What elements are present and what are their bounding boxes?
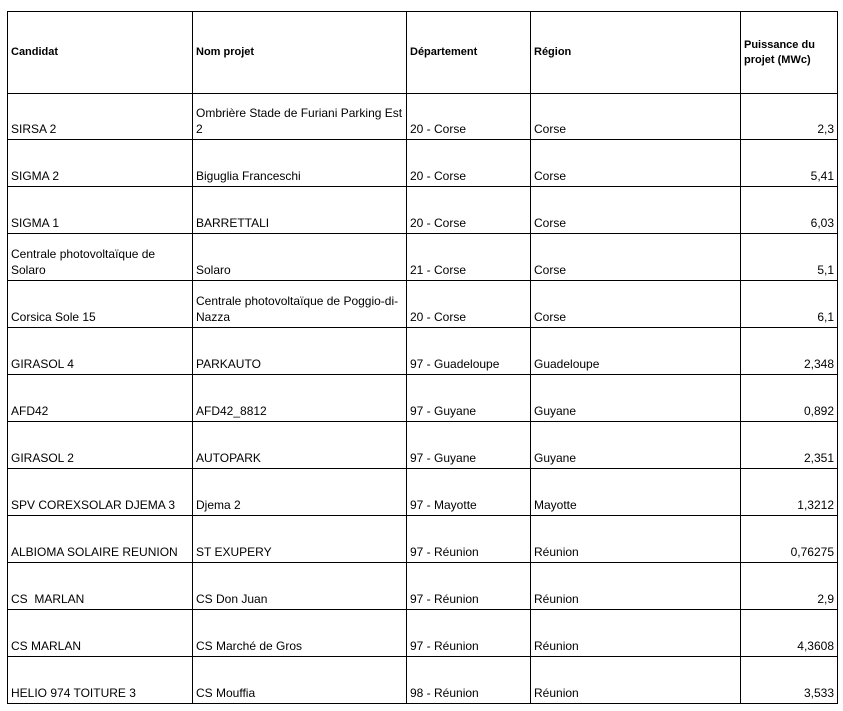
cell-nom-projet: AUTOPARK [193, 422, 407, 469]
cell-region: Guyane [531, 375, 741, 422]
cell-puissance: 1,3212 [741, 469, 838, 516]
cell-puissance: 4,3608 [741, 610, 838, 657]
cell-region: Guadeloupe [531, 328, 741, 375]
table-row [8, 140, 838, 187]
cell-region: Corse [531, 94, 741, 140]
cell-departement: 20 - Corse [407, 140, 531, 187]
header-candidat: Candidat [8, 12, 193, 94]
header-row [8, 12, 838, 94]
table-row [8, 375, 838, 422]
cell-candidat: CS MARLAN [8, 610, 193, 657]
cell-nom-projet: CS Mouffia [193, 657, 407, 704]
table-row [8, 94, 838, 140]
cell-candidat: GIRASOL 4 [8, 328, 193, 375]
cell-departement: 20 - Corse [407, 187, 531, 234]
cell-candidat: GIRASOL 2 [8, 422, 193, 469]
cell-puissance: 6,03 [741, 187, 838, 234]
cell-candidat: HELIO 974 TOITURE 3 [8, 657, 193, 704]
cell-departement: 98 - Réunion [407, 657, 531, 704]
cell-nom-projet: BARRETTALI [193, 187, 407, 234]
cell-departement: 97 - Mayotte [407, 469, 531, 516]
cell-puissance: 5,41 [741, 140, 838, 187]
cell-nom-projet: PARKAUTO [193, 328, 407, 375]
cell-nom-projet: ST EXUPERY [193, 516, 407, 563]
cell-nom-projet: AFD42_8812 [193, 375, 407, 422]
cell-puissance: 5,1 [741, 234, 838, 281]
cell-departement: 97 - Réunion [407, 610, 531, 657]
cell-puissance: 6,1 [741, 281, 838, 328]
cell-region: Guyane [531, 422, 741, 469]
cell-candidat: AFD42 [8, 375, 193, 422]
table-row [8, 328, 838, 375]
header-departement: Département [407, 12, 531, 94]
cell-nom-projet: Centrale photovoltaïque de Poggio-di-Nazza [193, 281, 407, 328]
table-row [8, 657, 838, 704]
cell-region: Corse [531, 234, 741, 281]
table-row [8, 516, 838, 563]
cell-nom-projet: CS Don Juan [193, 563, 407, 610]
cell-region: Mayotte [531, 469, 741, 516]
cell-nom-projet: CS Marché de Gros [193, 610, 407, 657]
cell-departement: 20 - Corse [407, 94, 531, 140]
projects-table [7, 11, 838, 704]
cell-nom-projet: Solaro [193, 234, 407, 281]
cell-region: Corse [531, 187, 741, 234]
cell-puissance: 0,892 [741, 375, 838, 422]
cell-candidat: SPV COREXSOLAR DJEMA 3 [8, 469, 193, 516]
cell-region: Réunion [531, 516, 741, 563]
table-row [8, 610, 838, 657]
header-region: Région [531, 12, 741, 94]
cell-puissance: 2,9 [741, 563, 838, 610]
cell-region: Réunion [531, 563, 741, 610]
cell-region: Réunion [531, 657, 741, 704]
cell-puissance: 2,351 [741, 422, 838, 469]
table-row [8, 281, 838, 328]
cell-region: Corse [531, 140, 741, 187]
cell-candidat: Centrale photovoltaïque de Solaro [8, 234, 193, 281]
header-puissance: Puissance du projet (MWc) [741, 12, 838, 94]
cell-departement: 97 - Réunion [407, 563, 531, 610]
cell-departement: 20 - Corse [407, 281, 531, 328]
header-nom-projet: Nom projet [193, 12, 407, 94]
cell-departement: 97 - Guadeloupe [407, 328, 531, 375]
cell-departement: 21 - Corse [407, 234, 531, 281]
cell-candidat: CS MARLAN [8, 563, 193, 610]
cell-region: Corse [531, 281, 741, 328]
cell-puissance: 0,76275 [741, 516, 838, 563]
table-row [8, 187, 838, 234]
table-row [8, 422, 838, 469]
cell-puissance: 3,533 [741, 657, 838, 704]
table-row [8, 469, 838, 516]
cell-candidat: SIRSA 2 [8, 94, 193, 140]
cell-candidat: ALBIOMA SOLAIRE REUNION [8, 516, 193, 563]
cell-nom-projet: Biguglia Franceschi [193, 140, 407, 187]
cell-candidat: Corsica Sole 15 [8, 281, 193, 328]
cell-candidat: SIGMA 2 [8, 140, 193, 187]
cell-nom-projet: Ombrière Stade de Furiani Parking Est 2 [193, 94, 407, 140]
cell-departement: 97 - Réunion [407, 516, 531, 563]
cell-nom-projet: Djema 2 [193, 469, 407, 516]
cell-departement: 97 - Guyane [407, 375, 531, 422]
cell-puissance: 2,348 [741, 328, 838, 375]
table-row [8, 234, 838, 281]
cell-departement: 97 - Guyane [407, 422, 531, 469]
cell-candidat: SIGMA 1 [8, 187, 193, 234]
cell-puissance: 2,3 [741, 94, 838, 140]
cell-region: Réunion [531, 610, 741, 657]
table-row [8, 563, 838, 610]
